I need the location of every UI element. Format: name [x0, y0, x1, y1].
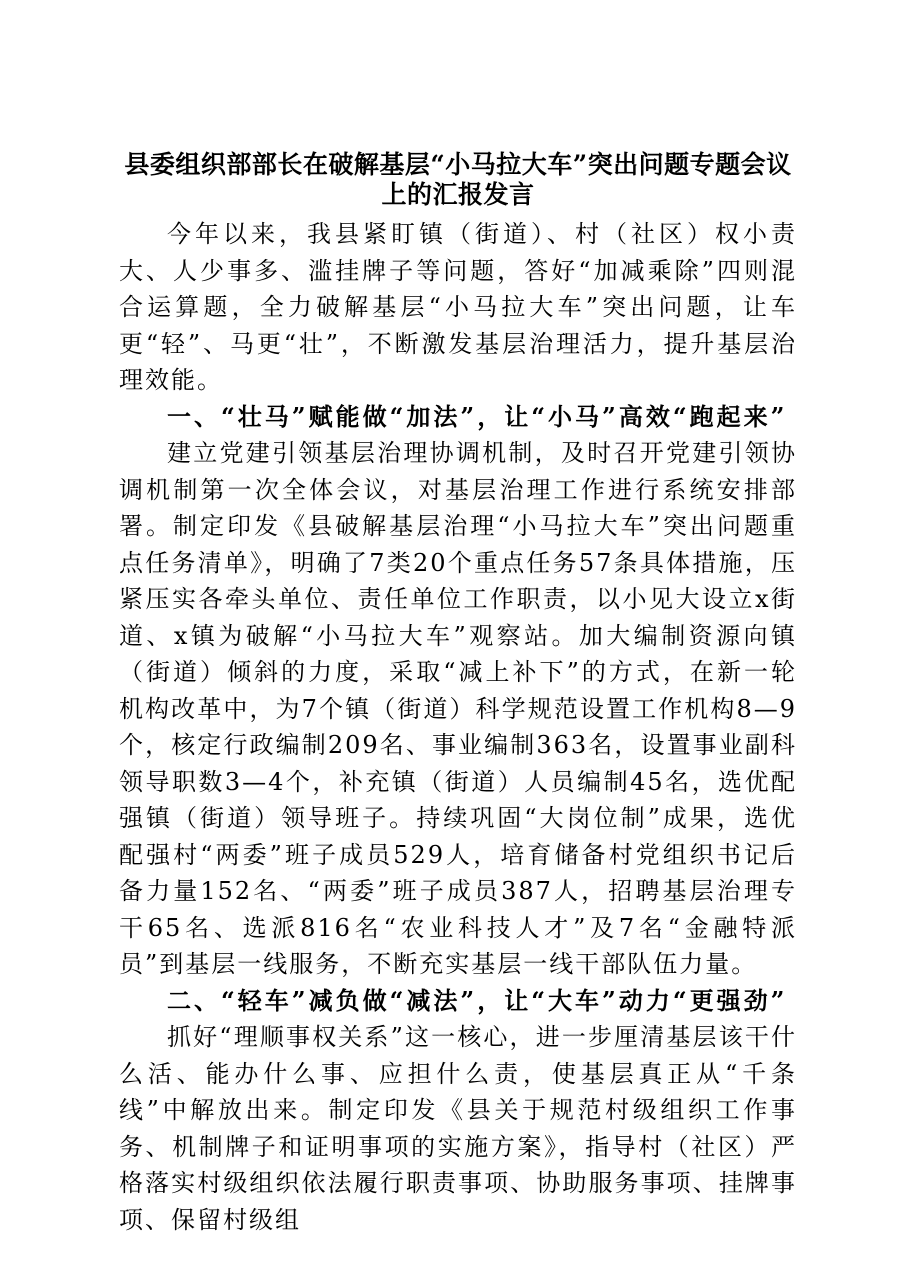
- intro-paragraph: 今年以来，我县紧盯镇（街道）、村（社区）权小责大、人少事多、滥挂牌子等问题，答好“加减乘除”四则混合运算题，全力破解基层“小马拉大车”突出问题，让车更“轻”、马更“壮”，不断激发基层治理活力，提升基层治理效能。: [119, 220, 797, 394]
- section-1-body: 建立党建引领基层治理协调机制，及时召开党建引领协调机制第一次全体会议，对基层治理工作进行系统安排部署。制定印发《县破解基层治理“小马拉大车”突出问题重点任务清单》，明确了7类20个重点任务57条具体措施，压紧压实各牵头单位、责任单位工作职责，以小见大设立x街道、x镇为破解“小马拉大车”观察站。加大编制资源向镇（街道）倾斜的力度，采取“减上补下”的方式，在新一轮机构改革中，为7个镇（街道）科学规范设置工作机构8—9个，核定行政编制209名、事业编制363名，设置事业副科领导职数3—4个，补充镇（街道）人员编制45名，选优配强镇（街道）领导班子。持续巩固“大岗位制”成果，选优配强村“两委”班子成员529人，培育储备村党组织书记后备力量152名、“两委”班子成员387人，招聘基层治理专干65名、选派816名“农业科技人才”及7名“金融特派员”到基层一线服务，不断充实基层一线干部队伍力量。: [119, 439, 797, 978]
- section-2-body: 抓好“理顺事权关系”这一核心，进一步厘清基层该干什么活、能办什么事、应担什么责，使基层真正从“千条线”中解放出来。制定印发《县关于规范村级组织工作事务、机制牌子和证明事项的实施方案》，指导村（社区）严格落实村级组织依法履行职责事项、协助服务事项、挂牌事项、保留村级组: [119, 1023, 797, 1234]
- title-line-1: 县委组织部部长在破解基层“小马拉大车”突出问题专题会议: [124, 150, 792, 179]
- title-line-2: 上的汇报发言: [381, 180, 535, 209]
- section-1-heading: 一、“壮马”赋能做“加法”，让“小马”高效“跑起来”: [167, 401, 788, 431]
- document-title: [119, 150, 797, 210]
- section-2-heading: 二、“轻车”减负做“减法”，让“大车”动力“更强劲”: [167, 985, 788, 1015]
